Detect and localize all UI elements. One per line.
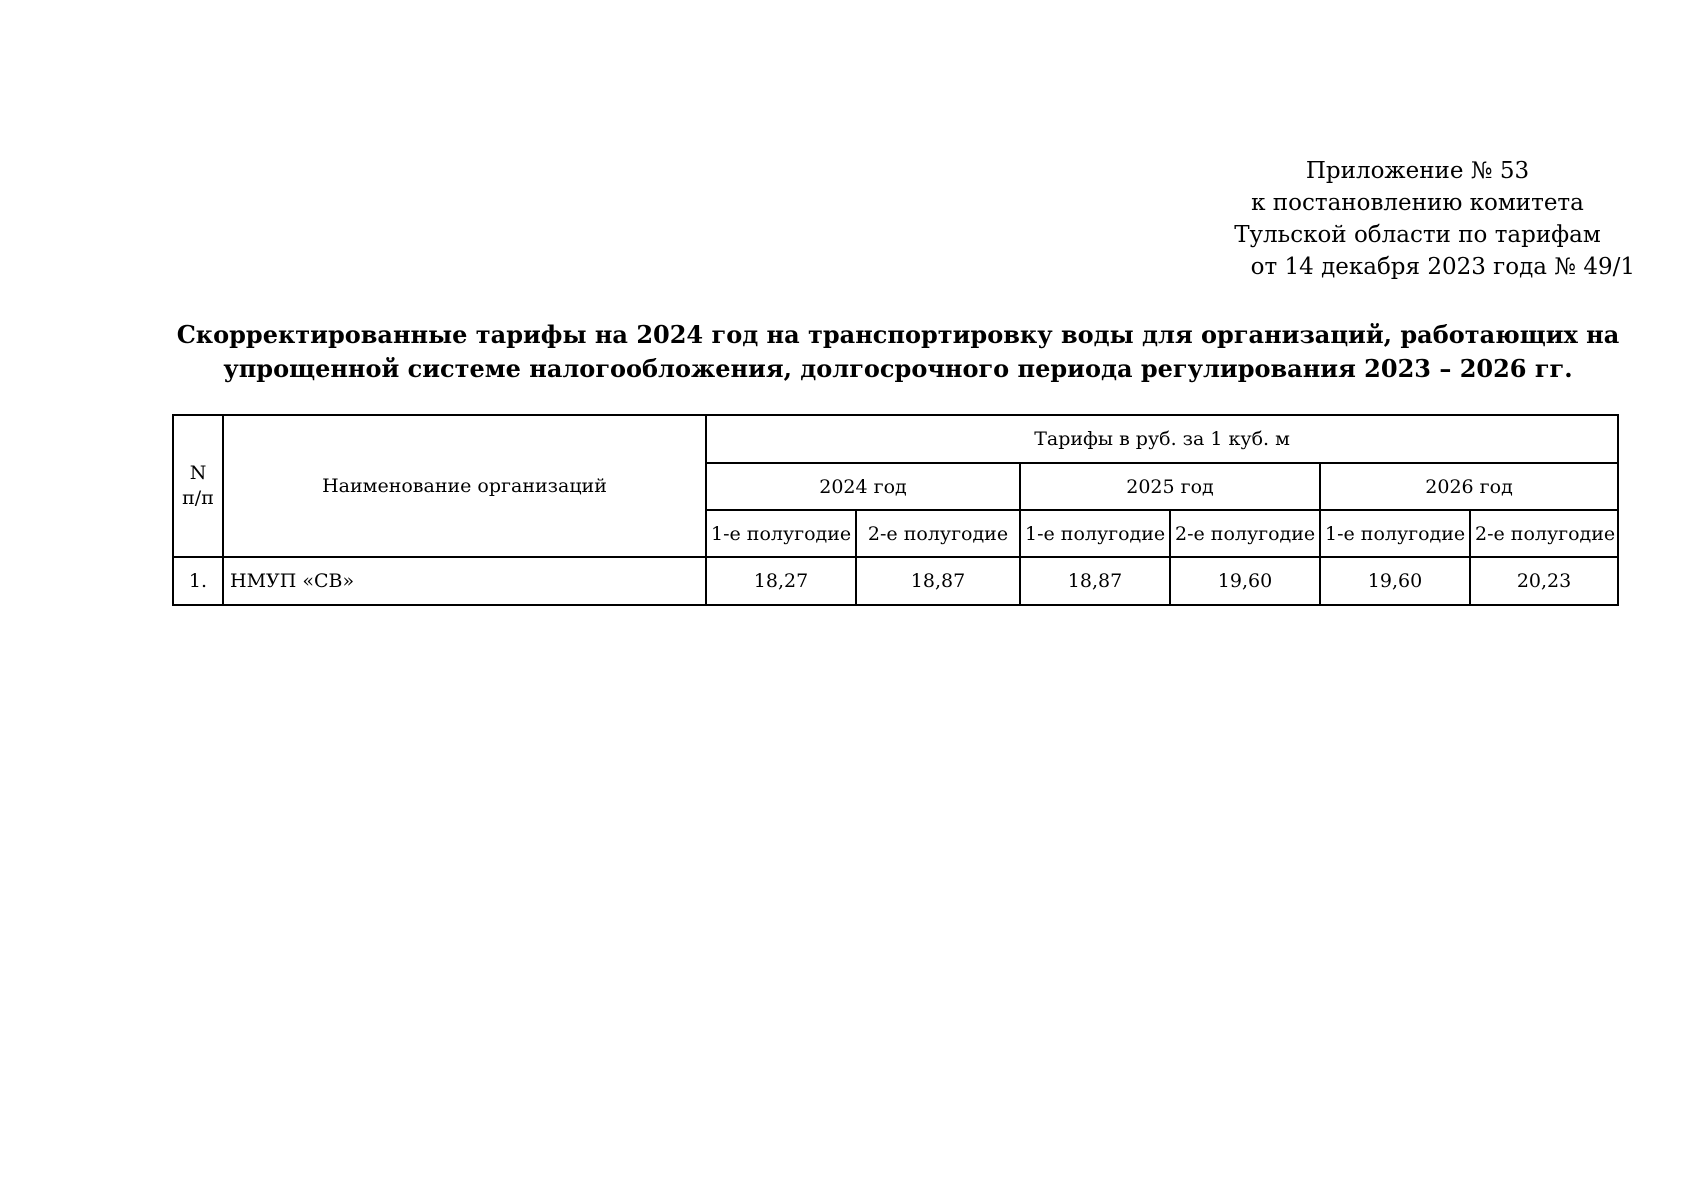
appendix-line-2: к постановлению комитета: [1251, 190, 1584, 216]
number-header-line-1: N: [189, 462, 207, 484]
table-row: [173, 557, 1618, 605]
tariffs-table: [172, 414, 1619, 606]
title-line-2: упрощенной системе налогообложения, долгосрочного периода регулирования 2023 – 2026 гг.: [223, 354, 1573, 383]
row-number: 1.: [173, 557, 223, 605]
appendix-line-3: Тульской области по тарифам: [1234, 222, 1601, 248]
half-year-header: 1-е полугодие: [1020, 510, 1170, 557]
tariff-value: 19,60: [1320, 557, 1470, 605]
organization-column-header: Наименование организаций: [223, 415, 706, 557]
tariffs-group-header: Тарифы в руб. за 1 куб. м: [706, 415, 1618, 463]
tariff-value: 18,87: [1020, 557, 1170, 605]
tariff-value: 18,27: [706, 557, 856, 605]
year-header-2024: 2024 год: [706, 463, 1020, 510]
half-year-header: 2-е полугодие: [1170, 510, 1320, 557]
header-row-1: [173, 415, 1618, 463]
appendix-line-4: от 14 декабря 2023 года № 49/1: [1250, 254, 1635, 280]
number-column-header: [173, 415, 223, 557]
year-header-2026: 2026 год: [1320, 463, 1618, 510]
appendix-header: [1200, 155, 1635, 283]
half-year-header: 2-е полугодие: [1470, 510, 1618, 557]
year-header-2025: 2025 год: [1020, 463, 1320, 510]
appendix-line-1: Приложение № 53: [1305, 158, 1530, 184]
tariff-value: 19,60: [1170, 557, 1320, 605]
number-header-line-2: п/п: [182, 487, 214, 509]
tariff-value: 20,23: [1470, 557, 1618, 605]
organization-name: НМУП «СВ»: [223, 557, 706, 605]
half-year-header: 1-е полугодие: [1320, 510, 1470, 557]
title-line-1: Скорректированные тарифы на 2024 год на транспортировку воды для организаций, работающих на: [176, 320, 1620, 349]
half-year-header: 1-е полугодие: [706, 510, 856, 557]
document-title: [173, 318, 1623, 386]
tariff-value: 18,87: [856, 557, 1020, 605]
half-year-header: 2-е полугодие: [856, 510, 1020, 557]
